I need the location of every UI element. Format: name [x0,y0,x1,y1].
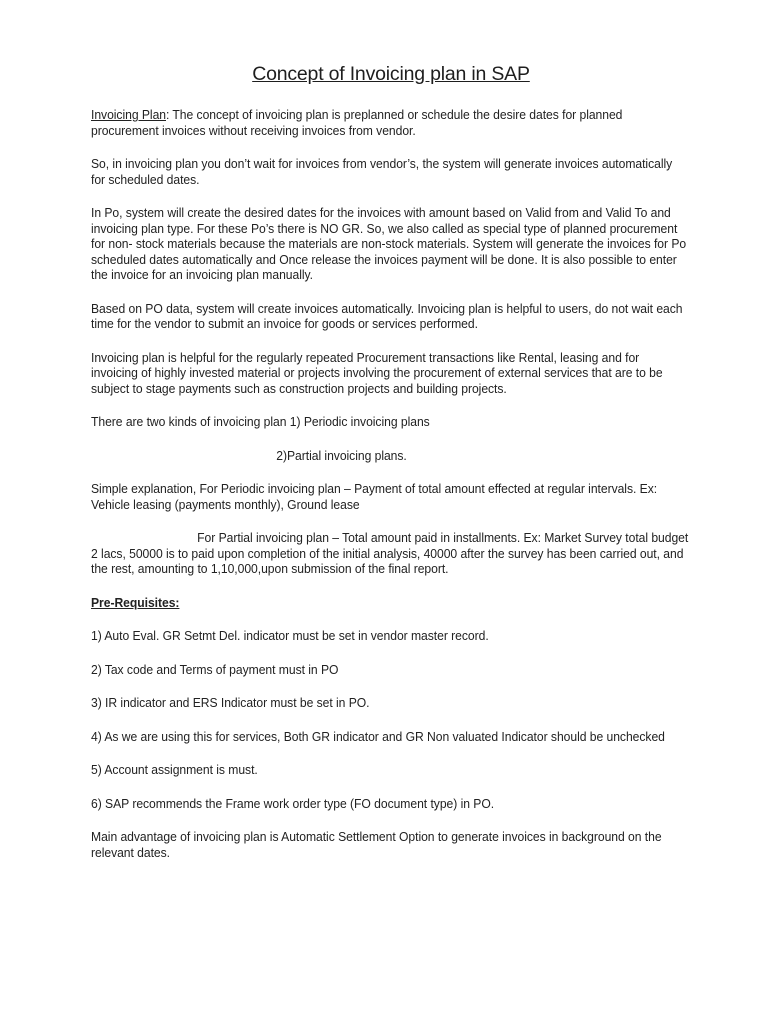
intro-text: : The concept of invoicing plan is preplanned or schedule the desire dates for planned procurement invoices without receiving invoices from vendor. [91,108,623,138]
conclusion-paragraph: Main advantage of invoicing plan is Automatic Settlement Option to generate invoices in background on the relevant dates. [91,830,662,860]
paragraph-6: There are two kinds of invoicing plan 1) Periodic invoicing plans [91,415,430,429]
paragraph-8: Simple explanation, For Periodic invoicing plan – Payment of total amount effected at regular intervals. Ex: Vehicle leasing (payments monthly), Ground lease [91,482,658,512]
paragraph-7 [91,449,689,465]
prereq-item: 5) Account assignment is must. [91,763,258,777]
paragraph-2: So, in invoicing plan you don’t wait for invoices from vendor’s, the system will generate invoices automatically for scheduled dates. [91,157,673,187]
prereq-item: 3) IR indicator and ERS Indicator must be set in PO. [91,696,370,710]
paragraph-3: In Po, system will create the desired dates for the invoices with amount based on Valid from and Valid To and invoicing plan type. For these Po’s there is NO GR. So, we also called as special type of planned procurement for non- stock materials because the materials are non-stock materials. System will generate the invoices for Po scheduled dates automatically and Once release the invoices payment will be done. It is also possible to enter the invoice for an invoicing plan manually. [91,206,687,282]
document-title: Concept of Invoicing plan in SAP [252,63,530,85]
prereq-item: 6) SAP recommends the Frame work order type (FO document type) in PO. [91,796,495,811]
intro-label: Invoicing Plan [91,108,166,122]
paragraph-9 [91,531,689,578]
document-body [91,63,691,879]
prereq-item: 2) Tax code and Terms of payment must in PO [91,662,339,677]
prereq-item: 1) Auto Eval. GR Setmt Del. indicator must be set in vendor master record. [91,629,489,643]
partial-explanation: For Partial invoicing plan – Total amount paid in installments. Ex: Market Survey total budget 2 lacs, 50000 is to paid upon completion of the initial analysis, 40000 after the survey has been carried out, and the rest, amounting to 1,10,000,upon submission of the final report. [91,531,689,576]
prereq-heading: Pre-Requisites: [91,595,180,610]
intro-paragraph [91,108,689,139]
paragraph-5: Invoicing plan is helpful for the regularly repeated Procurement transactions like Rental, leasing and for invoicing of highly invested material or projects involving the procurement of external services that are to be subject to stage payments such as construction projects and building projects. [91,350,663,396]
prereq-item: 4) As we are using this for services, Both GR indicator and GR Non valuated Indicator should be unchecked [91,729,665,744]
paragraph-4: Based on PO data, system will create invoices automatically. Invoicing plan is helpful to users, do not wait each time for the vendor to submit an invoice for goods or services performed. [91,301,683,331]
partial-plans-line: 2)Partial invoicing plans. [276,448,407,463]
